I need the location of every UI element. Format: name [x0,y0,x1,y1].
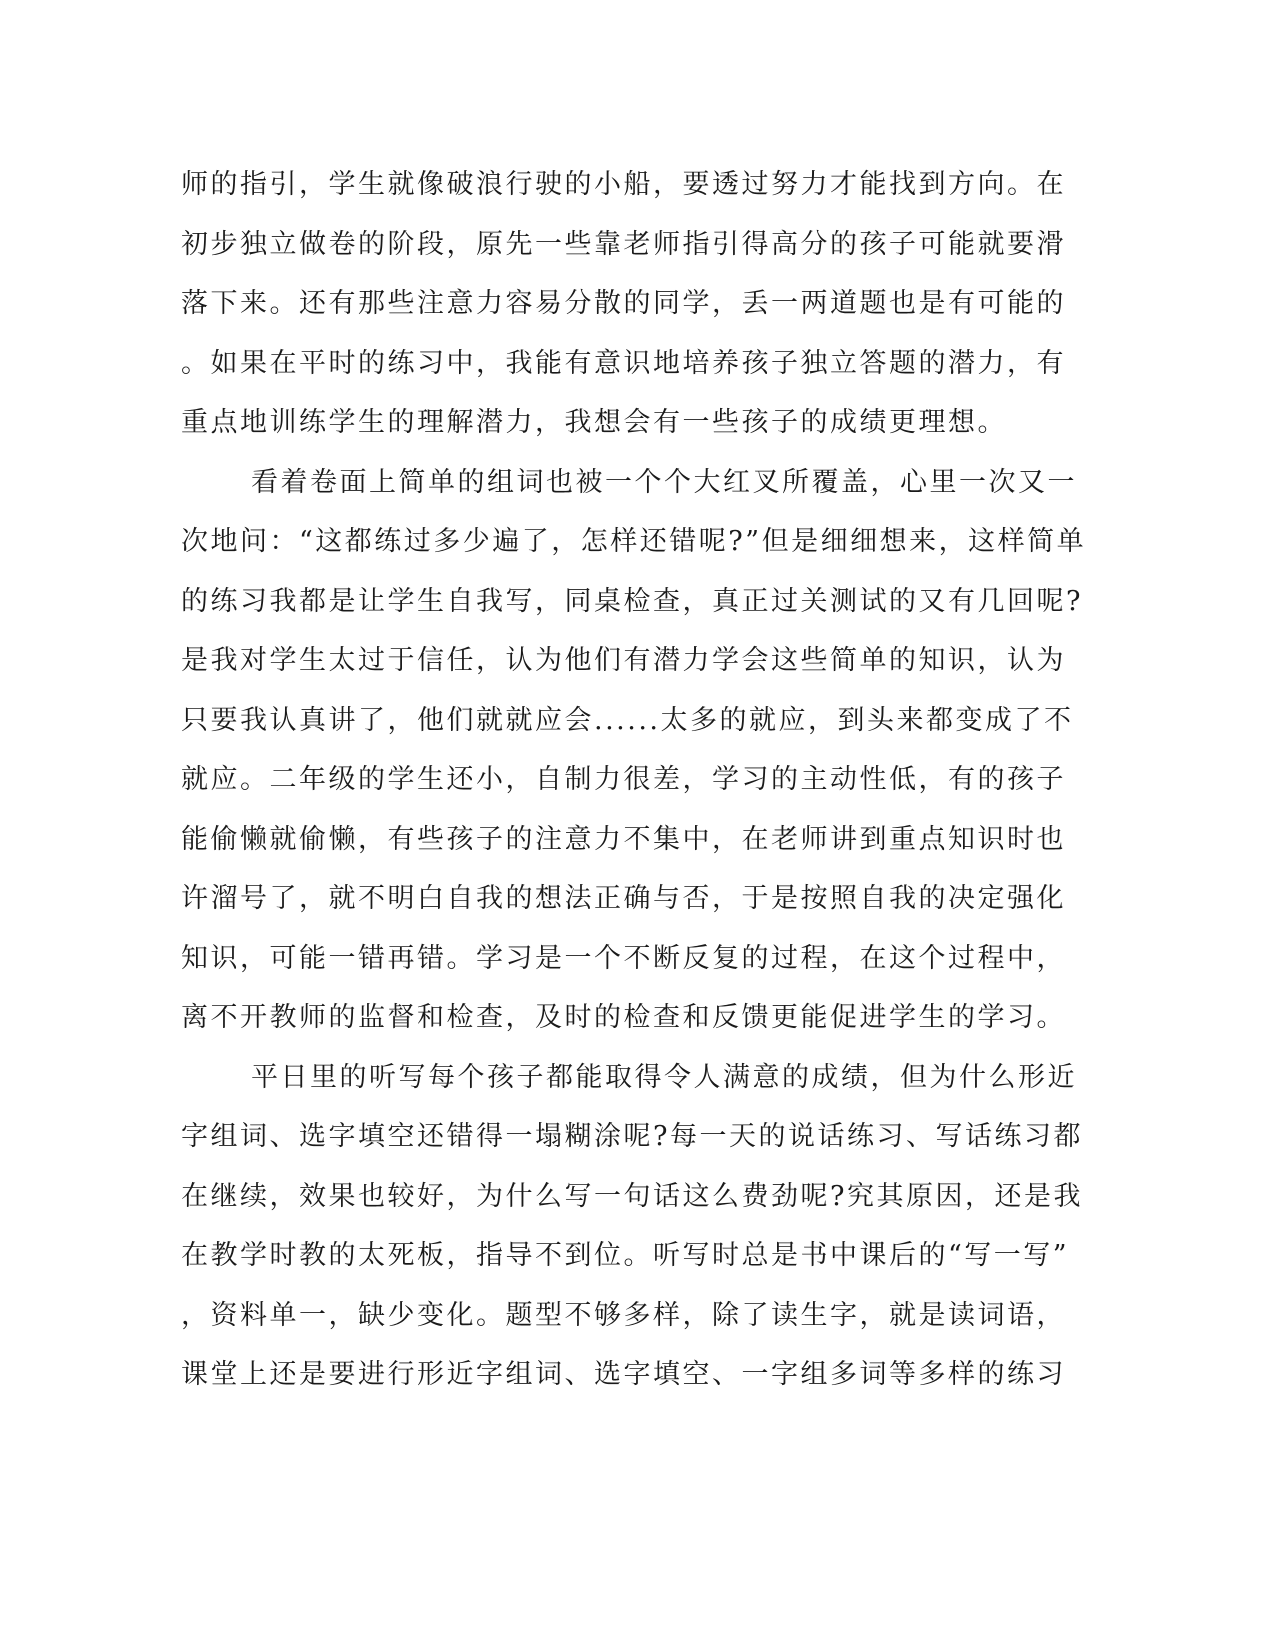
text-line: 离不开教师的监督和检查，及时的检查和反馈更能促进学生的学习。 [181,1002,1066,1033]
text-line: 落下来。还有那些注意力容易分散的同学，丢一两道题也是有可能的 [181,288,1066,319]
paragraph-start-line: 平日里的听写每个孩子都能取得令人满意的成绩，但为什么形近 [251,1061,1077,1093]
paragraph-start-line: 看着卷面上简单的组词也被一个个大红叉所覆盖，心里一次又一 [251,466,1077,498]
text-line: 知识，可能一错再错。学习是一个不断反复的过程，在这个过程中， [181,942,1066,974]
text-line: 就应。二年级的学生还小，自制力很差，学习的主动性低，有的孩子 [181,764,1066,795]
text-line: 师的指引，学生就像破浪行驶的小船，要透过努力才能找到方向。在 [181,169,1066,200]
text-line: 重点地训练学生的理解潜力，我想会有一些孩子的成绩更理想。 [181,407,1007,438]
text-line: 能偷懒就偷懒，有些孩子的注意力不集中，在老师讲到重点知识时也 [181,823,1066,855]
text-line: 在继续，效果也较好，为什么写一句话这么费劲呢?究其原因，还是我 [181,1180,1083,1212]
text-line: ，资料单一，缺少变化。题型不够多样，除了读生字，就是读词语， [181,1299,1066,1331]
text-line: 。如果在平时的练习中，我能有意识地培养孩子独立答题的潜力，有 [181,347,1066,379]
body-text [181,155,1087,1405]
text-line: 在教学时教的太死板，指导不到位。听写时总是书中课后的“写一写” [181,1240,1070,1271]
text-line: 只要我认真讲了，他们就就应会......太多的就应，到头来都变成了不 [181,704,1074,736]
text-line: 课堂上还是要进行形近字组词、选字填空、一字组多词等多样的练习 [181,1359,1066,1390]
text-line: 是我对学生太过于信任，认为他们有潜力学会这些简单的知识，认为 [181,645,1066,676]
text-line: 的练习我都是让学生自我写，同桌检查，真正过关测试的又有几回呢? [181,585,1083,617]
text-line: 初步独立做卷的阶段，原先一些靠老师指引得高分的孩子可能就要滑 [181,228,1066,260]
text-line: 许溜号了，就不明白自我的想法正确与否，于是按照自我的决定强化 [181,883,1066,914]
text-line: 字组词、选字填空还错得一塌糊涂呢?每一天的说话练习、写话练习都 [181,1121,1083,1152]
text-line: 次地问：“这都练过多少遍了，怎样还错呢?”但是细细想来，这样简单 [181,526,1087,557]
